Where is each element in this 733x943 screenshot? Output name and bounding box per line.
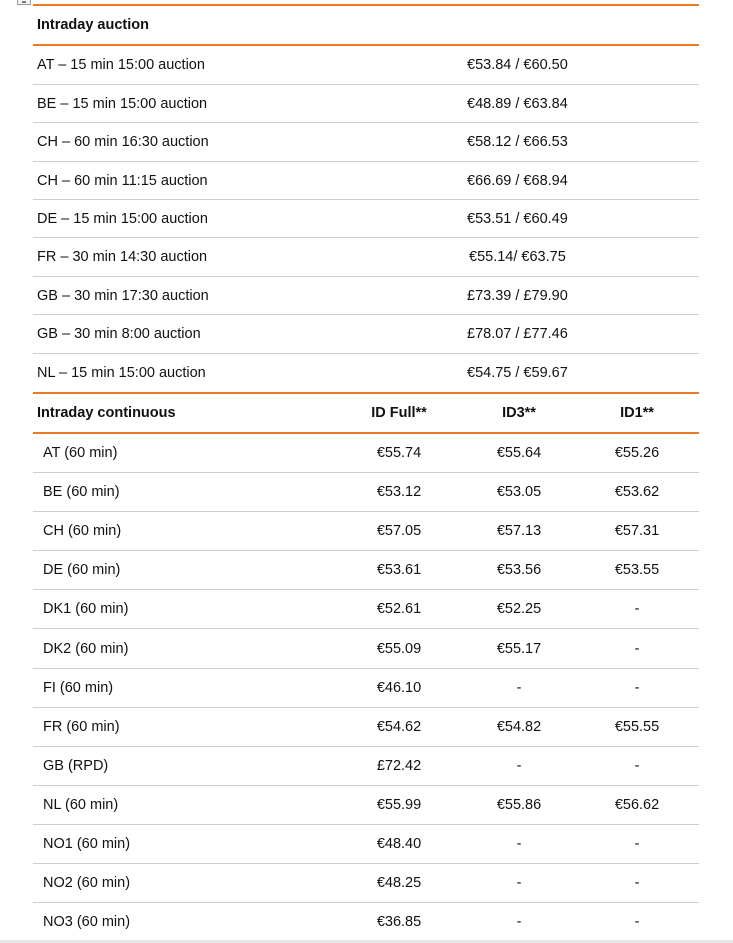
id1-price: €55.26 bbox=[614, 445, 660, 461]
id3-price: €52.25 bbox=[496, 601, 542, 617]
continuous-section-title: Intraday continuous bbox=[37, 405, 176, 421]
auction-price: €58.12 / €66.53 bbox=[467, 134, 568, 150]
column-header-id-full: ID Full** bbox=[371, 405, 427, 421]
table-row bbox=[33, 238, 699, 277]
table-row bbox=[33, 747, 699, 786]
id1-price: €56.62 bbox=[614, 797, 660, 813]
table-row bbox=[33, 825, 699, 864]
id-full-price: €55.99 bbox=[376, 797, 422, 813]
id1-price: €53.62 bbox=[614, 484, 660, 500]
id3-price: - bbox=[516, 913, 522, 930]
market-name: DE – 15 min 15:00 auction bbox=[37, 210, 208, 227]
price-table bbox=[33, 4, 699, 941]
auction-section-header bbox=[33, 6, 699, 46]
id1-price: €53.55 bbox=[614, 562, 660, 578]
table-row bbox=[33, 786, 699, 825]
table-row bbox=[33, 473, 699, 512]
market-name: NO2 (60 min) bbox=[43, 875, 131, 891]
table-row bbox=[33, 708, 699, 747]
id3-price: €55.86 bbox=[496, 797, 542, 813]
auction-price: €53.51 / €60.49 bbox=[467, 210, 568, 227]
id-full-price: €52.61 bbox=[376, 601, 422, 617]
id1-price: - bbox=[634, 875, 640, 891]
auction-price: €66.69 / €68.94 bbox=[467, 172, 568, 189]
table-row bbox=[33, 85, 699, 123]
auction-price: €55.14/ €63.75 bbox=[469, 249, 566, 265]
market-name: GB – 30 min 8:00 auction bbox=[37, 326, 201, 342]
id1-price: - bbox=[634, 640, 640, 657]
table-row bbox=[33, 277, 699, 315]
market-name: NL – 15 min 15:00 auction bbox=[37, 365, 206, 381]
id-full-price: £72.42 bbox=[376, 758, 422, 774]
id-full-price: €46.10 bbox=[376, 680, 422, 696]
id1-price: - bbox=[634, 680, 640, 696]
table-row bbox=[33, 123, 699, 162]
market-name: DK1 (60 min) bbox=[43, 601, 129, 617]
market-name: NO3 (60 min) bbox=[43, 913, 131, 930]
market-name: AT – 15 min 15:00 auction bbox=[37, 57, 205, 73]
id3-price: €53.56 bbox=[496, 562, 542, 578]
auction-price: £78.07 / £77.46 bbox=[467, 326, 568, 342]
auction-price: €53.84 / €60.50 bbox=[467, 57, 568, 73]
market-name: FR (60 min) bbox=[43, 719, 120, 735]
market-name: FI (60 min) bbox=[43, 680, 114, 696]
table-row bbox=[33, 551, 699, 590]
column-header-id1: ID1** bbox=[620, 405, 654, 421]
id3-price: €57.13 bbox=[496, 523, 542, 539]
auction-price: £73.39 / £79.90 bbox=[467, 287, 568, 304]
table-move-handle[interactable] bbox=[17, 0, 31, 5]
id1-price: - bbox=[634, 601, 640, 617]
id-full-price: €53.12 bbox=[376, 484, 422, 500]
id3-price: - bbox=[516, 875, 522, 891]
id1-price: - bbox=[634, 836, 640, 852]
id3-price: - bbox=[516, 680, 522, 696]
auction-price: €48.89 / €63.84 bbox=[467, 95, 568, 112]
market-name: FR – 30 min 14:30 auction bbox=[37, 249, 208, 265]
id3-price: - bbox=[516, 758, 522, 774]
column-header-id3: ID3** bbox=[502, 405, 536, 421]
id3-price: €55.17 bbox=[496, 640, 542, 657]
table-row bbox=[33, 315, 699, 354]
market-name: NO1 (60 min) bbox=[43, 836, 131, 852]
id-full-price: €48.40 bbox=[376, 836, 422, 852]
table-row bbox=[33, 200, 699, 238]
id-full-price: €53.61 bbox=[376, 562, 422, 578]
id-full-price: €36.85 bbox=[376, 913, 422, 930]
id1-price: - bbox=[634, 758, 640, 774]
id3-price: €54.82 bbox=[496, 719, 542, 735]
market-name: NL (60 min) bbox=[43, 797, 119, 813]
market-name: GB (RPD) bbox=[43, 758, 109, 774]
id3-price: €53.05 bbox=[496, 484, 542, 500]
market-name: BE – 15 min 15:00 auction bbox=[37, 95, 208, 112]
market-name: DE (60 min) bbox=[43, 562, 121, 578]
table-row bbox=[33, 629, 699, 669]
table-row bbox=[33, 354, 699, 392]
market-name: DK2 (60 min) bbox=[43, 640, 129, 657]
auction-section-title: Intraday auction bbox=[37, 17, 149, 33]
id3-price: €55.64 bbox=[496, 445, 542, 461]
id-full-price: €57.05 bbox=[376, 523, 422, 539]
market-name: CH – 60 min 16:30 auction bbox=[37, 134, 209, 150]
table-row bbox=[33, 864, 699, 903]
table-row bbox=[33, 162, 699, 200]
table-row bbox=[33, 434, 699, 473]
id-full-price: €48.25 bbox=[376, 875, 422, 891]
market-name: CH – 60 min 11:15 auction bbox=[37, 172, 208, 189]
id1-price: €57.31 bbox=[614, 523, 660, 539]
table-row bbox=[33, 46, 699, 85]
id1-price: - bbox=[634, 913, 640, 930]
continuous-section-header bbox=[33, 394, 699, 434]
id1-price: €55.55 bbox=[614, 719, 660, 735]
market-name: CH (60 min) bbox=[43, 523, 122, 539]
id-full-price: €55.09 bbox=[376, 640, 422, 657]
market-name: BE (60 min) bbox=[43, 484, 120, 500]
table-row bbox=[33, 903, 699, 941]
market-name: AT (60 min) bbox=[43, 445, 118, 461]
market-name: GB – 30 min 17:30 auction bbox=[37, 287, 209, 304]
id3-price: - bbox=[516, 836, 522, 852]
id-full-price: €55.74 bbox=[376, 445, 422, 461]
auction-price: €54.75 / €59.67 bbox=[467, 365, 568, 381]
table-row bbox=[33, 512, 699, 551]
table-row bbox=[33, 669, 699, 708]
id-full-price: €54.62 bbox=[376, 719, 422, 735]
table-row bbox=[33, 590, 699, 629]
